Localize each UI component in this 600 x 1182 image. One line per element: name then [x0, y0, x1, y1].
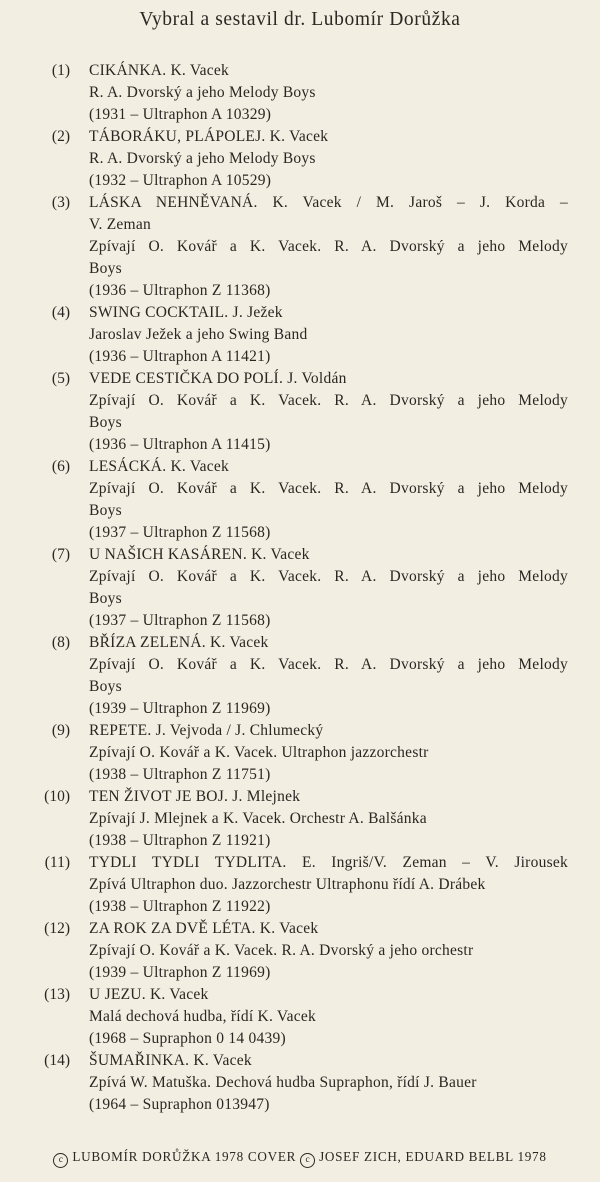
- track-number: (14): [44, 1052, 70, 1069]
- track-release-info: (1964 – Supraphon 013947): [89, 1096, 270, 1113]
- track-performers: Zpívají O. Kovář a K. Vacek. R. A. Dvorský a jeho orchestr: [89, 942, 474, 959]
- track-number: (1): [51, 62, 70, 79]
- track-performers: Zpívají J. Mlejnek a K. Vacek. Orchestr A. Balšánka: [89, 810, 427, 827]
- track-number: (3): [51, 194, 70, 211]
- track-title: U NAŠICH KASÁREN. K. Vacek: [89, 546, 310, 563]
- track-list: [0, 60, 600, 1116]
- track-number: (10): [44, 788, 70, 805]
- track-title: BŘÍZA ZELENÁ. K. Vacek: [89, 634, 269, 651]
- track-entry: [0, 786, 600, 852]
- track-entry: [0, 368, 600, 456]
- track-title: ZA ROK ZA DVĚ LÉTA. K. Vacek: [89, 920, 319, 937]
- track-performers: Jaroslav Ježek a jeho Swing Band: [89, 326, 308, 343]
- track-release-info: (1936 – Ultraphon Z 11368): [89, 282, 271, 299]
- track-entry: [0, 302, 600, 368]
- track-entry: [0, 984, 600, 1050]
- track-performers: Zpívají O. Kovář a K. Vacek. R. A. Dvorský a jeho Melody: [89, 480, 568, 497]
- page-heading: Vybral a sestavil dr. Lubomír Dorůžka: [139, 9, 461, 30]
- track-title: U JEZU. K. Vacek: [89, 986, 209, 1003]
- track-number: (13): [44, 986, 70, 1003]
- track-number: (4): [51, 304, 70, 321]
- track-number: (8): [51, 634, 70, 651]
- track-number: (12): [44, 920, 70, 937]
- track-release-info: (1931 – Ultraphon A 10329): [89, 106, 272, 123]
- track-title: LESÁCKÁ. K. Vacek: [89, 458, 230, 475]
- track-release-info: (1968 – Supraphon 0 14 0439): [89, 1030, 286, 1047]
- track-performers: R. A. Dvorský a jeho Melody Boys: [89, 84, 316, 101]
- track-number: (7): [51, 546, 70, 563]
- track-number: (2): [51, 128, 70, 145]
- track-title: ŠUMAŘINKA. K. Vacek: [89, 1052, 252, 1069]
- track-number: (9): [51, 722, 70, 739]
- track-release-info: (1932 – Ultraphon A 10529): [89, 172, 272, 189]
- track-entry: [0, 126, 600, 192]
- footer-text-2: JOSEF ZICH, EDUARD BELBL 1978: [319, 1149, 547, 1164]
- track-entry: [0, 720, 600, 786]
- track-entry: [0, 852, 600, 918]
- track-number: (6): [51, 458, 70, 475]
- track-entry: [0, 1050, 600, 1116]
- track-performers: Boys: [89, 590, 122, 607]
- track-release-info: (1938 – Ultraphon Z 11921): [89, 832, 271, 849]
- track-number: (11): [44, 854, 70, 871]
- track-title: TÁBORÁKU, PLÁPOLEJ. K. Vacek: [89, 128, 329, 145]
- track-release-info: (1939 – Ultraphon Z 11969): [89, 700, 271, 717]
- track-entry: [0, 544, 600, 632]
- track-release-info: (1937 – Ultraphon Z 11568): [89, 524, 271, 541]
- track-performers: Zpívají O. Kovář a K. Vacek. R. A. Dvorský a jeho Melody: [89, 568, 568, 585]
- track-performers: Boys: [89, 502, 122, 519]
- track-title: SWING COCKTAIL. J. Ježek: [89, 304, 283, 321]
- track-performers: Malá dechová hudba, řídí K. Vacek: [89, 1008, 317, 1025]
- track-release-info: (1938 – Ultraphon Z 11922): [89, 898, 271, 915]
- track-performers: Boys: [89, 678, 122, 695]
- track-performers: Zpívají O. Kovář a K. Vacek. R. A. Dvorský a jeho Melody: [89, 656, 568, 673]
- track-performers: Boys: [89, 260, 122, 277]
- track-performers: R. A. Dvorský a jeho Melody Boys: [89, 150, 316, 167]
- track-entry: [0, 192, 600, 302]
- track-title: VEDE CESTIČKA DO POLÍ. J. Voldán: [89, 370, 347, 387]
- track-entry: [0, 456, 600, 544]
- track-entry: [0, 918, 600, 984]
- track-performers: Zpívají O. Kovář a K. Vacek. R. A. Dvorský a jeho Melody: [89, 238, 568, 255]
- track-release-info: (1938 – Ultraphon Z 11751): [89, 766, 271, 783]
- track-title: CIKÁNKA. K. Vacek: [89, 62, 229, 79]
- track-performers: V. Zeman: [89, 216, 151, 233]
- footer-text-1: LUBOMÍR DORŮŽKA 1978 COVER: [72, 1149, 297, 1164]
- track-title: TYDLI TYDLI TYDLITA. E. Ingriš/V. Zeman – V. Jirousek: [89, 854, 568, 871]
- track-number: (5): [51, 370, 70, 387]
- copyright-icon: c: [300, 1153, 315, 1168]
- track-title: TEN ŽIVOT JE BOJ. J. Mlejnek: [89, 788, 301, 805]
- track-performers: Zpívají O. Kovář a K. Vacek. Ultraphon jazzorchestr: [89, 744, 429, 761]
- track-performers: Zpívá Ultraphon duo. Jazzorchestr Ultraphonu řídí A. Drábek: [89, 876, 486, 893]
- track-entry: [0, 632, 600, 720]
- track-entry: [0, 60, 600, 126]
- track-release-info: (1939 – Ultraphon Z 11969): [89, 964, 271, 981]
- track-performers: Boys: [89, 414, 122, 431]
- track-release-info: (1936 – Ultraphon A 11415): [89, 436, 271, 453]
- copyright-footer: [0, 1149, 600, 1168]
- track-title: LÁSKA NEHNĚVANÁ. K. Vacek / M. Jaroš – J. Korda –: [89, 194, 568, 211]
- copyright-icon: c: [53, 1153, 68, 1168]
- track-title: REPETE. J. Vejvoda / J. Chlumecký: [89, 722, 324, 739]
- track-release-info: (1937 – Ultraphon Z 11568): [89, 612, 271, 629]
- track-performers: Zpívá W. Matuška. Dechová hudba Supraphon, řídí J. Bauer: [89, 1074, 477, 1091]
- track-release-info: (1936 – Ultraphon A 11421): [89, 348, 271, 365]
- track-performers: Zpívají O. Kovář a K. Vacek. R. A. Dvorský a jeho Melody: [89, 392, 568, 409]
